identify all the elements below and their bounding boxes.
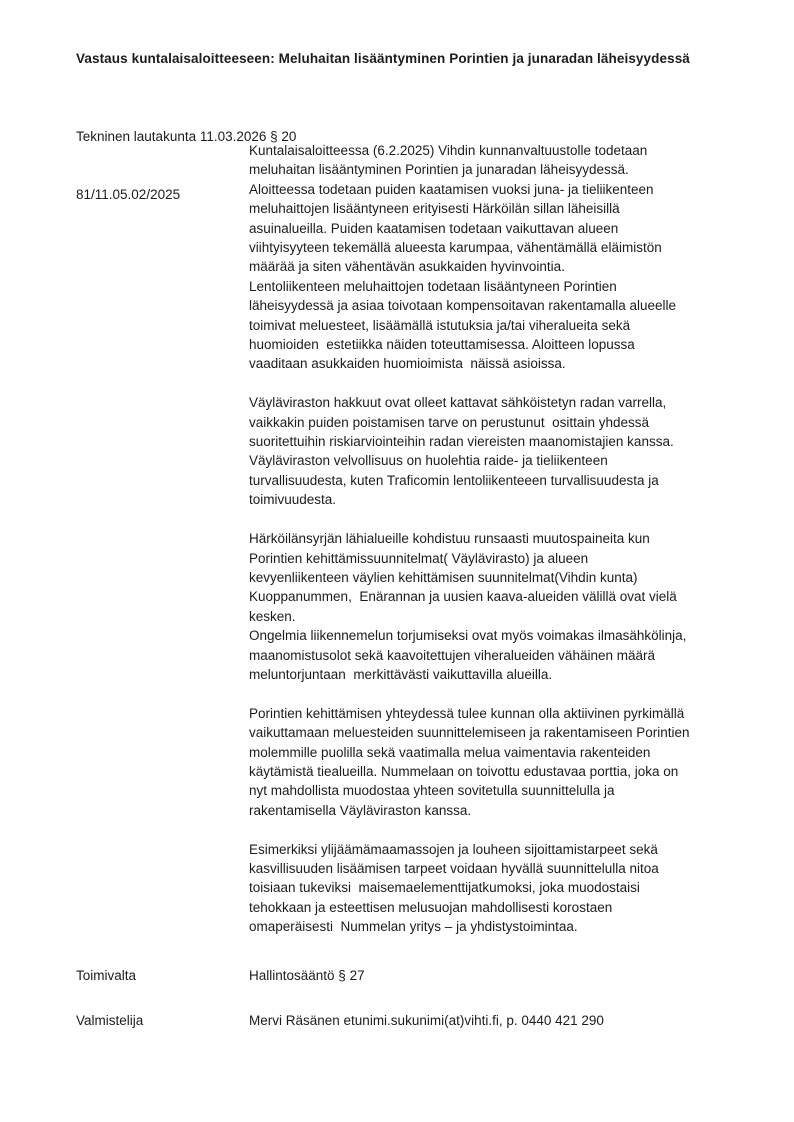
text-line: toimivat meluesteet, lisäämällä istutuksia ja/tai viheralueita sekä (249, 317, 631, 333)
text-line: huomioiden estetiikka näiden toteuttamisessa. Aloitteen lopussa (249, 337, 635, 353)
text-line: Kuntalaisaloitteessa (6.2.2025) Vihdin kunnanvaltuustolle todetaan (249, 143, 648, 158)
text-line: meluhaittojen lisääntyneen erityisesti Härköilän sillan läheisillä (249, 201, 620, 217)
text-line: Porintien kehittämissuunnitelmat( Väylävirasto) ja alueen (249, 550, 589, 566)
field-value-valmistelija: Mervi Räsänen etunimi.sukunimi(at)vihti.fi, p. 0440 421 290 (249, 1013, 604, 1028)
text-line: turvallisuudesta, kuten Traficomin lentoliikenteeen turvallisuudesta ja (249, 472, 659, 488)
text-line: meluntorjuntaan merkittävästi vaikuttavilla alueilla. (249, 666, 553, 682)
text-line: toimivuudesta. (249, 492, 337, 508)
text-line: tehokkaan ja esteettisen melusuojan mahdollisesti korostaen (249, 899, 613, 915)
text-line: Aloitteessa todetaan puiden kaatamisen vuoksi juna- ja tieliikenteen (249, 181, 654, 197)
text-line: Härköilänsyrjän lähialueille kohdistuu runsaasti muutospaineita kun (249, 531, 650, 547)
field-label-toimivalta: Toimivalta (76, 968, 137, 983)
text-line: Ongelmia liikennemelun torjumiseksi ovat myös voimakas ilmasähkölinja, (249, 628, 687, 644)
text-line: rakentamisella Väyläviraston kanssa. (249, 802, 472, 818)
document-title: Vastaus kuntalaisaloitteeseen: Meluhaitan lisääntyminen Porintien ja junaradan läheisyydessä (76, 51, 690, 66)
text-line: toisiaan tukeviksi maisemaelementtijatkumoksi, joka muodostaisi (249, 880, 640, 896)
text-line: meluhaitan lisääntyminen Porintien ja junaradan läheisyydessä. (249, 162, 629, 178)
paragraph (249, 141, 749, 374)
text-line: asuinalueilla. Puiden kaatamisen todetaan vaikuttavan alueen (249, 220, 619, 236)
field-value-toimivalta: Hallintosääntö § 27 (249, 968, 365, 983)
paragraph (249, 393, 749, 509)
text-line: vaaditaan asukkaiden huomioimista näissä asioissa. (249, 356, 566, 372)
text-line: Esimerkiksi ylijäämämaamassojen ja louheen sijoittamistarpeet sekä (249, 841, 658, 857)
text-line: kesken. (249, 608, 296, 624)
paragraph (249, 840, 749, 937)
text-line: Kuoppanummen, Enärannan ja uusien kaava-alueiden välillä ovat vielä (249, 589, 677, 605)
field-label-valmistelija: Valmistelija (76, 1013, 144, 1028)
text-line: Väyläviraston velvollisuus on huolehtia raide- ja tieliikenteen (249, 453, 608, 469)
text-line: Porintien kehittämisen yhteydessä tulee kunnan olla aktiivinen pyrkimällä (249, 705, 685, 721)
text-line: kevyenliikenteen väylien kehittämisen suunnitelmat(Vihdin kunta) (249, 569, 638, 585)
text-line: maanomistusolot sekä kaavoitettujen viheralueiden vähäinen määrä (249, 647, 655, 663)
text-line: vaikkakin puiden poistamisen tarve on perustunut osittain yhdessä (249, 414, 649, 430)
committee-line: Tekninen lautakunta 11.03.2026 § 20 (76, 128, 297, 144)
text-line: viihtyisyyteen tekemällä alueesta karumpaa, vähentämällä eläimistön (249, 240, 662, 256)
text-line: määrää ja siten vähentävän asukkaiden hyvinvointia. (249, 259, 565, 275)
document-body (249, 141, 749, 937)
text-line: käytämistä tiealueilla. Nummelaan on toivottu edustavaa porttia, joka on (249, 763, 679, 779)
text-line: vaikuttamaan meluesteiden suunnittelemiseen ja rakentamiseen Porintien (249, 725, 690, 741)
text-line: läheisyydessä ja asiaa toivotaan kompensoitavan rakentamalla alueelle (249, 298, 677, 314)
text-line: molemmille puolilla sekä vaatimalla melua vaimentavia rakenteiden (249, 744, 651, 760)
text-line: Väyläviraston hakkuut ovat olleet kattavat sähköistetyn radan varrella, (249, 395, 667, 411)
text-line: nyt mahdollista muodostaa yhteen sovitetulla suunnittelulla ja (249, 783, 615, 799)
paragraph (249, 529, 749, 684)
text-line: suoritettuihin riskiarviointeihin radan viereisten maanomistajien kanssa. (249, 434, 674, 450)
text-line: kasvillisuuden lisäämisen tarpeet voidaan hyvällä suunnittelulla nitoa (249, 860, 659, 876)
case-number: 81/11.05.02/2025 (76, 187, 181, 203)
text-line: omaperäisesti Nummelan yritys – ja yhdistystoimintaa. (249, 919, 578, 935)
paragraph (249, 704, 749, 820)
text-line: Lentoliikenteen meluhaittojen todetaan lisääntyneen Porintien (249, 278, 617, 294)
